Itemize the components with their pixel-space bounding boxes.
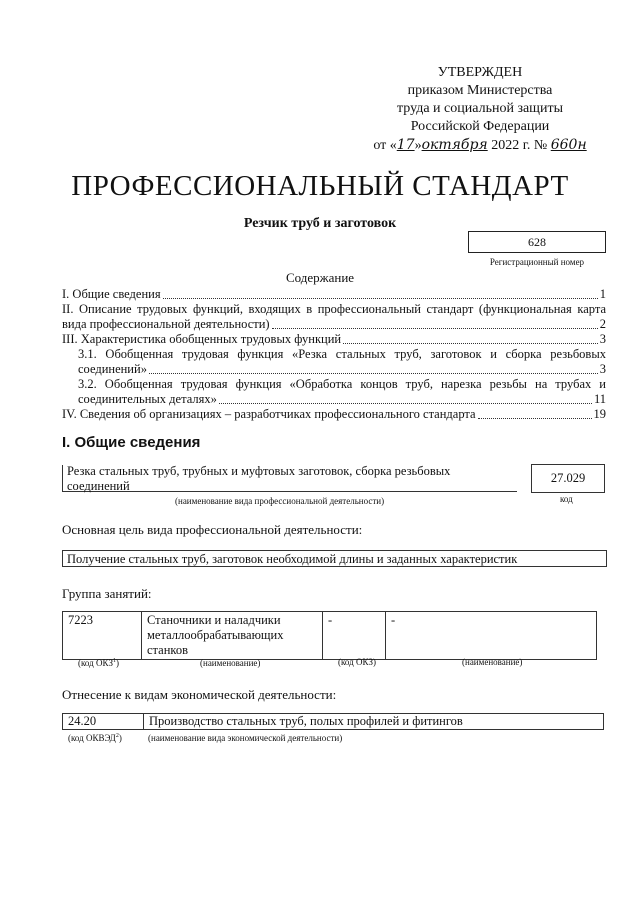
occupation-name-caption-2: (наименование)	[462, 657, 523, 667]
okved-code-cell: 24.20	[63, 714, 144, 730]
toc-page: 3	[599, 332, 606, 346]
occupation-table	[62, 611, 597, 660]
registration-number-box: 628	[468, 231, 606, 253]
toc-item-label: 3.2. Обобщенная трудовая функция «Обработка концов труб, нарезка резьбы на трубах и	[78, 377, 606, 391]
handwritten-order-number: 660н	[550, 137, 587, 153]
activity-kind-name: Резка стальных труб, трубных и муфтовых заготовок, сборка резьбовых соединений	[62, 462, 517, 492]
toc-page: 3	[599, 362, 606, 376]
toc-item-label-cont: соединительных деталях»	[78, 392, 217, 406]
date-close: »	[414, 138, 422, 153]
toc-item-label-cont: соединений»	[78, 362, 147, 376]
okz-code-cell-2: -	[323, 612, 386, 660]
toc-item-label-cont: вида профессиональной деятельности)	[62, 317, 270, 331]
approval-block	[360, 64, 600, 155]
toc-item-label: II. Описание трудовых функций, входящих в профессиональный стандарт (функциональная карта	[62, 302, 606, 316]
registration-caption: Регистрационный номер	[489, 257, 585, 267]
okved-name-cell: Производство стальных труб, полых профилей и фитингов	[144, 714, 604, 730]
toc-item-4[interactable]	[62, 407, 606, 422]
date-year: 2022 г. №	[487, 138, 551, 153]
table-row	[63, 714, 604, 730]
purpose-value: Получение стальных труб, заготовок необходимой длины и заданных характеристик	[62, 550, 607, 567]
toc-leader	[272, 328, 598, 329]
standard-name: Резчик труб и заготовок	[243, 216, 397, 231]
approval-date-line	[360, 136, 600, 155]
occupation-name-cell: Станочники и наладчики металлообрабатывающих станков	[142, 612, 323, 660]
okved-table	[62, 713, 604, 730]
section-heading: I. Общие сведения	[62, 434, 201, 451]
handwritten-day: 17	[396, 137, 415, 153]
toc-item-3-1[interactable]	[78, 347, 606, 377]
document-title: ПРОФЕССИОНАЛЬНЫЙ СТАНДАРТ	[71, 170, 569, 202]
okved-code-caption: (код ОКВЭД$^2$)	[68, 733, 122, 743]
okved-label: Отнесение к видам экономической деятельности:	[62, 687, 337, 702]
occupation-name-cell-2: -	[386, 612, 597, 660]
toc-page: 11	[593, 392, 606, 406]
toc-item-label: 3.1. Обобщенная трудовая функция «Резка стальных труб, заготовок и сборка резьбовых	[78, 347, 606, 361]
toc-heading: Содержание	[285, 270, 355, 285]
toc-item-3[interactable]	[62, 332, 606, 347]
toc-page: 1	[599, 287, 606, 301]
occupation-group-label: Группа занятий:	[62, 586, 152, 601]
okz-code-cell: 7223	[63, 612, 142, 660]
table-row	[63, 612, 597, 660]
date-prefix: от «	[373, 138, 397, 153]
toc-item-label: III. Характеристика обобщенных трудовых функций	[62, 332, 342, 346]
occupation-name-caption: (наименование)	[200, 658, 261, 668]
toc-leader	[478, 418, 592, 419]
toc-leader	[163, 298, 598, 299]
okz-code-caption: (код ОКЗ$^1$)	[78, 658, 119, 668]
toc-leader	[149, 373, 598, 374]
approval-title: УТВЕРЖДЕН	[437, 65, 523, 80]
toc-item-label: I. Общие сведения	[62, 287, 161, 301]
toc-item-3-2[interactable]	[78, 377, 606, 407]
toc-page: 2	[599, 317, 606, 331]
approval-line-4: Российской Федерации	[410, 119, 550, 134]
handwritten-month: октября	[421, 137, 488, 153]
okz-code-caption-2: (код ОКЗ)	[338, 657, 376, 667]
code-caption: код	[560, 494, 573, 504]
activity-code-box: 27.029	[531, 464, 605, 493]
toc-item-2[interactable]	[62, 302, 606, 332]
approval-line-2: приказом Министерства	[407, 83, 553, 98]
purpose-label: Основная цель вида профессиональной деятельности:	[62, 522, 363, 537]
toc-leader	[219, 403, 592, 404]
toc-leader	[343, 343, 598, 344]
approval-line-3: труда и социальной защиты	[397, 101, 563, 116]
toc-item-label: IV. Сведения об организациях – разработчиках профессионального стандарта	[62, 407, 476, 421]
activity-kind-caption: (наименование вида профессиональной деятельности)	[175, 496, 385, 506]
toc-page: 19	[593, 407, 606, 421]
okved-name-caption: (наименование вида экономической деятельности)	[148, 733, 343, 743]
toc-item-1[interactable]	[62, 287, 606, 302]
